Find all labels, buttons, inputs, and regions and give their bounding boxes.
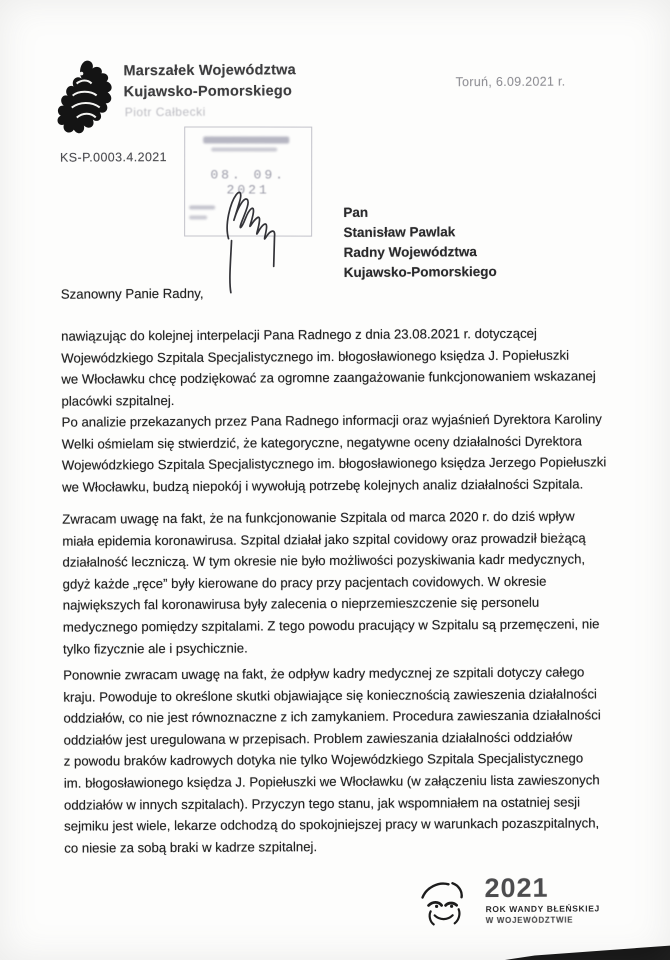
text-line: im. błogosławionego księdza J. Popiełuszki we Włocławku (w załączeniu lista zawieszonych [63,772,600,791]
text-line: działalność leczniczą. W tym okresie nie było możliwości pozyskiwania kadr medycznych, [62,551,586,570]
stamp-illegible-text [203,136,289,143]
recipient-line: Stanisław Pawlak [343,224,456,240]
recipient-line: Radny Województwa [343,244,477,260]
text-line: z powodu braków kadrowych dotyka nie tylko Wojewódzkiego Szpitala Specjalistycznego [63,750,584,770]
footer-year: 2021 [484,872,549,904]
text-line: nawiązując do kolejnej interpelacji Pana Radnego z dnia 23.08.2021 r. dotyczącej [61,325,537,344]
text-line: Ponownie zwracam uwagę na fakt, że odpływ kadry medycznej ze szpitali dotyczy całego [63,664,585,683]
text-line: Zwracam uwagę na fakt, że na funkcjonowanie Szpitala od marca 2020 r. do dziś wpływ [62,508,575,527]
text-line: Po analizie przekazanych przez Pana Radnego informacji oraz wyjaśnień Dyrektora Karoliny [61,411,602,430]
text-line: kraju. Powoduje to określone skutki objawiające się koniecznością zawieszenia działalności [63,685,598,705]
text-line: oddziałów, co nie jest równoznaczne z ich zamykaniem. Procedura zawieszania działalności [63,707,601,726]
text-line: we Włocławku, budzą niepokój i wywołują potrzebę kolejnych analiz działalności Szpitala. [61,476,584,495]
text-line: oddziałów w innych szpitalach). Przyczyn tego stanu, jak wspomniałem na ostatniej sesji [63,794,581,813]
text-line: co niesie za sobą braki w kadrze szpitalnej. [64,838,318,856]
paragraph-4 [63,661,601,859]
letterhead-office-line2: Kujawsko-Pomorskiego [123,83,293,101]
text-line: medycznego pomiędzy szpitalami. Z tego powodu pracujący w Szpitalu są przemęczeni, nie [62,616,600,635]
recipient-address [343,202,497,283]
letterhead-signatory-faint: Piotr Całbecki [124,104,206,120]
paragraph-3 [62,505,599,659]
reference-number: KS-P.0003.4.2021 [59,150,168,165]
text-line: tylko fizycznie ale i psychicznie. [62,640,248,657]
place-and-date: Toruń, 6.09.2021 r. [455,74,566,90]
text-line: oddziałów jest uregulowana w przepisach. Problem zawieszania działalności oddziałów [63,729,573,748]
text-line: miała epidemia koronawirusa. Szpital działał jako szpital covidowy oraz prowadził bieżącą [62,530,586,549]
letterhead-office-line1: Marszałek Województwa [123,62,296,80]
handwritten-signature [194,168,315,309]
wanda-blenska-portrait-icon [414,875,474,931]
recipient-line: Kujawsko-Pomorskiego [343,264,497,280]
recipient-line: Pan [343,204,369,220]
text-line: Welki ośmielam się stwierdzić, że kategoryczne, negatywne oceny działalności Dyrektora [61,433,582,452]
year-of-wanda-blenska-logo [414,872,644,943]
text-line: placówki szpitalnej. [61,392,175,409]
text-line: Wojewódzkiego Szpitala Specjalistycznego im. błogosławionego księdza Jerzego Popiełuszki [61,454,607,473]
paragraph-1 [61,322,596,412]
stamp-illegible-text [211,147,277,151]
salutation: Szanowny Panie Radny, [60,285,204,302]
letterhead-office [123,60,296,103]
footer-caption-line1: ROK WANDY BŁEŃSKIEJ [485,903,600,915]
text-line: sejmiku jest wiele, lekarze odchodzą do spokojniejszej pracy w warunkach pozaszpitalnych, [64,815,600,834]
text-line: największych fal koronawirusa były zalecenia o nieprzemieszczenie się personelu [62,595,540,614]
text-line: we Włocławku chcę podziękować za ogromne zaangażowanie funkcjonowaniem wskazanej [61,368,596,387]
stamp-date: 08. 09. 2021 [210,167,286,198]
text-line: Wojewódzkiego Szpitala Specjalistycznego im. błogosławionego księdza J. Popiełuszki [61,347,570,366]
paragraph-2 [62,408,607,498]
footer-caption-line2: W WOJEWÓDZTWIE [485,915,574,926]
text-line: gdyż każde „ręce” były kierowane do pracy przy pacjentach covidowych. W okresie [62,573,547,592]
voivodeship-coat-of-arms-icon [54,59,116,139]
